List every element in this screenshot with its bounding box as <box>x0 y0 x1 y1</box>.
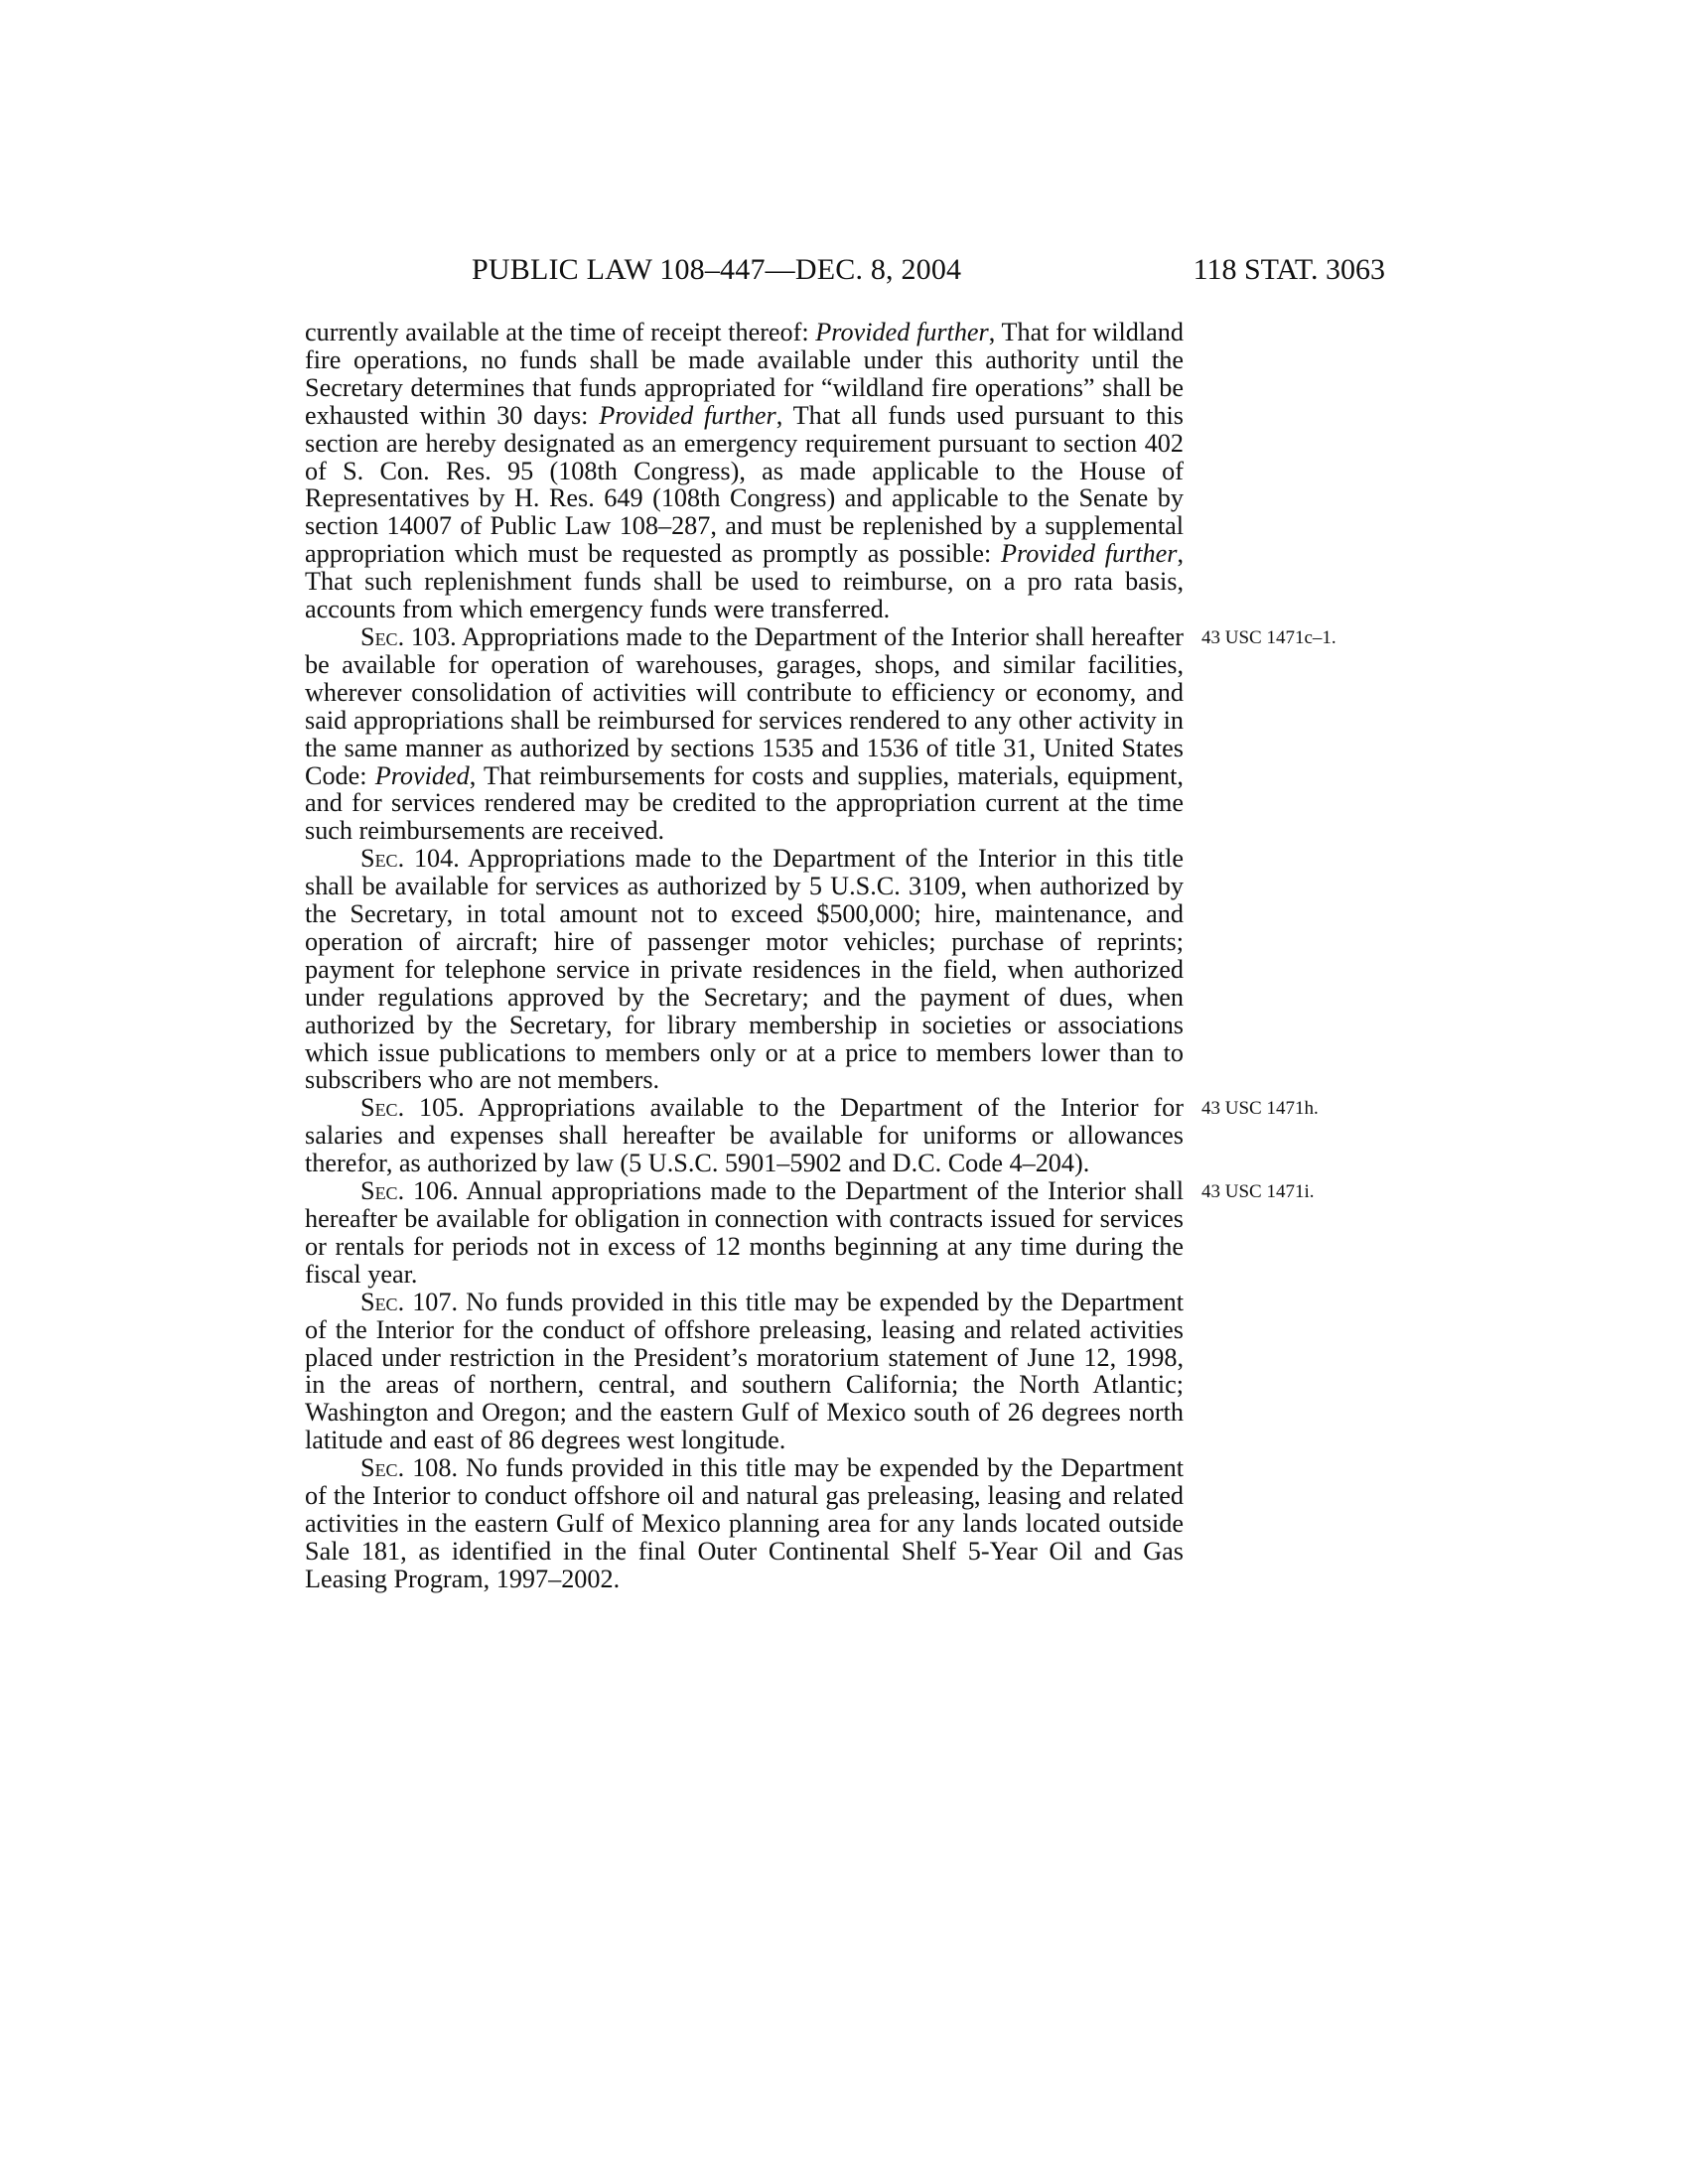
text-run: , That reimbursements for costs and supplies, materials, equipment, and for services rendered may be credited to the appropriation current at the time such reimbursements are received. <box>305 760 1184 846</box>
text-run: , That all funds used pursuant to this section are hereby designated as an emergency requirement pursuant to section 402 of S. Con. Res. 95 (108th Congress), as made applicable to the House of Representatives by H. Res. 649 (108th Congress) and applicable to the Senate by section 14007 of Public Law 108–287, and must be replenished by a supplemental appropriation which must be requested as promptly as possible: <box>305 400 1184 569</box>
italic-term: Provided further <box>1001 539 1178 569</box>
text-run: , That such replenishment funds shall be used to reimburse, on a pro rata basis, accounts from which emergency funds were transferred. <box>305 539 1184 624</box>
margin-note-citation: 43 USC 1471h. <box>1201 1098 1319 1119</box>
italic-term: Provided <box>374 760 470 790</box>
text-run: currently available at the time of receipt thereof: <box>305 318 816 346</box>
section-paragraph <box>305 623 1184 845</box>
text-run: , That for wildland fire operations, no funds shall be made available under this authority until the Secretary determines that funds appropriated for “wildland fire operations” shall be exhausted within 30 days: <box>305 318 1184 430</box>
section-paragraph <box>305 1454 1184 1593</box>
margin-note-citation: 43 USC 1471i. <box>1201 1181 1315 1202</box>
italic-term: Provided further <box>815 318 989 346</box>
section-label: Sec <box>360 1176 398 1206</box>
statute-page-number: 118 STAT. 3063 <box>1193 253 1385 286</box>
section-label: Sec <box>360 1287 398 1316</box>
section-paragraph <box>305 845 1184 1094</box>
section-label: Sec <box>360 621 398 651</box>
page-header <box>472 253 1385 293</box>
text-run: . 104. Appropriations made to the Department of the Interior in this title shall be available for services as authorized by 5 U.S.C. 3109, when authorized by the Secretary, in total amount not to exceed $500,000; hire, maintenance, and operation of aircraft; hire of passenger motor vehicles; purchase of reprints; payment for telephone service in private residences in the field, when authorized under regulations approved by the Secretary; and the payment of dues, when authorized by the Secretary, for library membership in societies or associations which issue publications to members only or at a price to members lower than to subscribers who are not members. <box>305 844 1184 1095</box>
section-paragraph <box>305 1177 1184 1289</box>
text-run: . 103. Appropriations made to the Department of the Interior shall hereafter be available for operation of warehouses, garages, shops, and similar facilities, wherever consolidation of activities will contribute to efficiency or economy, and said appropriations shall be reimbursed for services rendered to any other activity in the same manner as authorized by sections 1535 and 1536 of title 31, United States Code: <box>305 621 1184 790</box>
section-label: Sec <box>360 1453 398 1483</box>
running-title: PUBLIC LAW 108–447—DEC. 8, 2004 <box>472 253 962 286</box>
body-text <box>305 319 1184 1593</box>
section-label: Sec <box>360 1093 398 1123</box>
text-run: . 108. No funds provided in this title may be expended by the Department of the Interior to conduct offshore oil and natural gas preleasing, leasing and related activities in the eastern Gulf of Mexico planning area for any lands located outside Sale 181, as identified in the final Outer Continental Shelf 5-Year Oil and Gas Leasing Program, 1997–2002. <box>305 1453 1184 1593</box>
text-run: . 105. Appropriations available to the Department of the Interior for salaries and expenses shall hereafter be available for uniforms or allowances therefor, as authorized by law (5 U.S.C. 5901–5902 and D.C. Code 4–204). <box>305 1093 1184 1178</box>
text-run: . 107. No funds provided in this title may be expended by the Department of the Interior for the conduct of offshore preleasing, leasing and related activities placed under restriction in the President’s moratorium statement of June 12, 1998, in the areas of northern, central, and southern California; the North Atlantic; Washington and Oregon; and the eastern Gulf of Mexico south of 26 degrees north latitude and east of 86 degrees west longitude. <box>305 1287 1184 1455</box>
section-paragraph <box>305 1094 1184 1177</box>
section-label: Sec <box>360 844 398 874</box>
continuation-paragraph <box>305 319 1184 623</box>
text-run: . 106. Annual appropriations made to the Department of the Interior shall hereafter be available for obligation in connection with contracts issued for services or rentals for periods not in excess of 12 months beginning at any time during the fiscal year. <box>305 1176 1184 1289</box>
margin-note-citation: 43 USC 1471c–1. <box>1201 627 1336 648</box>
italic-term: Provided further <box>599 400 776 430</box>
section-paragraph <box>305 1289 1184 1454</box>
